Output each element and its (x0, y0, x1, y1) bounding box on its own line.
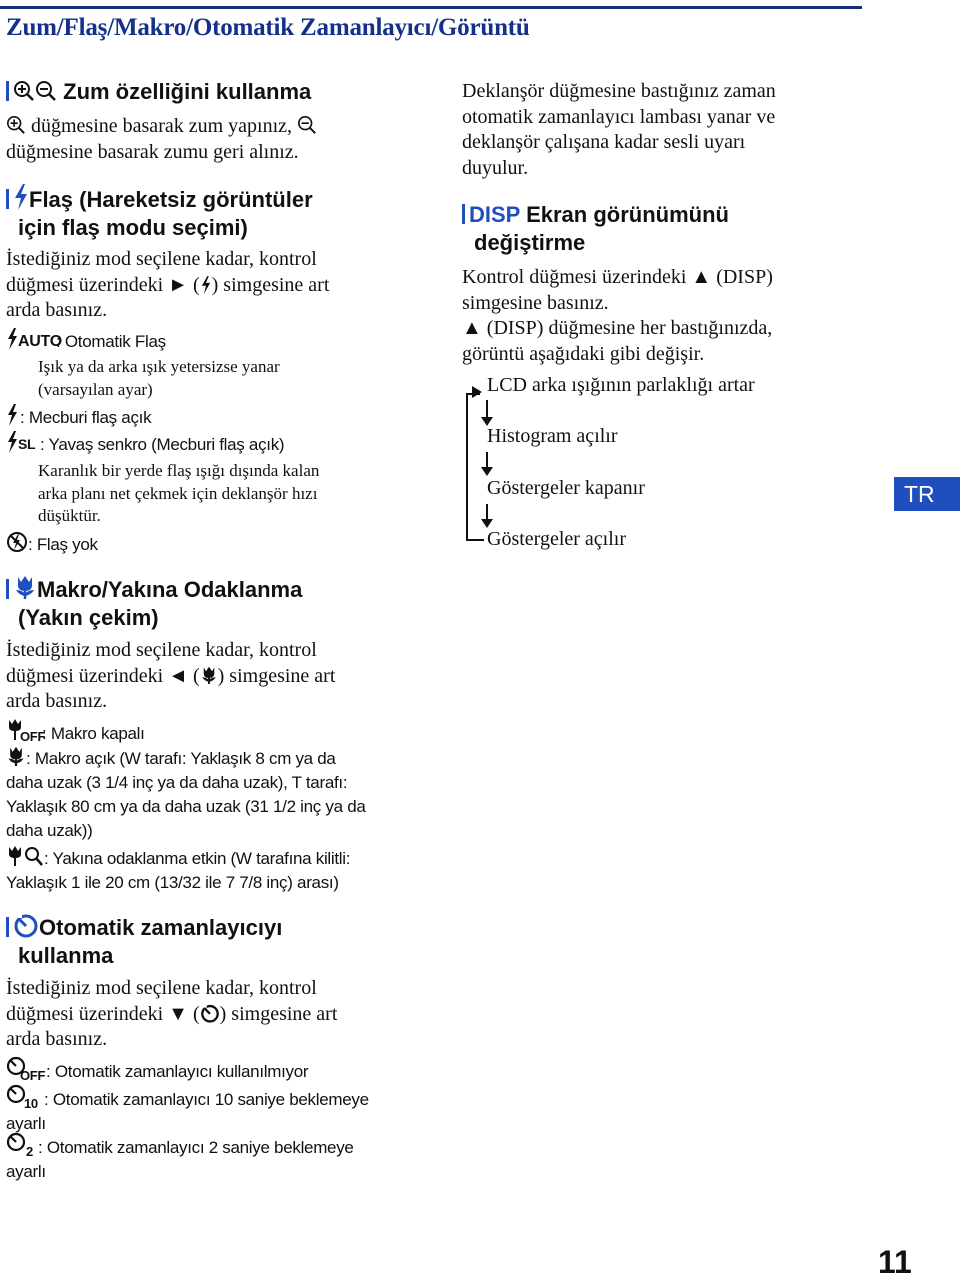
display-heading (462, 201, 729, 257)
section-bar (6, 579, 9, 599)
display-heading-text: değiştirme (474, 230, 586, 255)
timer-2-icon (6, 1132, 38, 1159)
macro-on-label: : Makro açık (W tarafı: Yaklaşık 8 cm ya da (26, 749, 336, 768)
display-body (462, 265, 773, 367)
macro-on-label: Yaklaşık 80 cm ya da daha uzak (31 1/2 inç ya da (6, 797, 366, 816)
section-bar (6, 81, 9, 101)
flash-body-line: İstediğiniz mod seçilene kadar, kontrol (6, 248, 317, 270)
timer-2-label: : Otomatik zamanlayıcı 2 saniye beklemeye (38, 1138, 354, 1157)
timer-10-label: : Otomatik zamanlayıcı 10 saniye beklemeye (44, 1090, 369, 1109)
flash-sl-icon-text: SL (18, 436, 36, 452)
flow-arrow (486, 504, 488, 520)
disp-label: DISP (469, 202, 520, 227)
flash-body (6, 247, 329, 324)
timer-off-option (6, 1056, 308, 1084)
flash-forced-label: : Mecburi flaş açık (20, 408, 152, 427)
timer-off-icon-text: OFF (20, 1068, 46, 1083)
flow-step: LCD arka ışığının parlaklığı artar (487, 374, 755, 396)
macro-body-line: arda basınız. (6, 690, 108, 712)
timer-continued-line: otomatik zamanlayıcı lambası yanar ve (462, 105, 776, 128)
flash-auto-note (38, 356, 280, 401)
flash-off-icon (6, 531, 28, 553)
flash-auto-icon (6, 328, 62, 350)
flow-step: Histogram açılır (487, 425, 618, 447)
macro-heading-text: (Yakın çekim) (18, 605, 159, 630)
title-rule (0, 6, 862, 9)
macro-body-line: ) simgesine art (217, 664, 336, 687)
flash-slow-sync-icon (6, 431, 40, 453)
page-title: Zum/Flaş/Makro/Otomatik Zamanlayıcı/Görüntü (6, 14, 530, 41)
macro-on-label: daha uzak)) (6, 821, 93, 840)
timer-body-line: İstediğiniz mod seçilene kadar, kontrol (6, 977, 317, 999)
flash-heading-text: için flaş modu seçimi) (18, 215, 248, 240)
flash-forced-option (6, 404, 151, 430)
macro-off-icon (6, 718, 46, 744)
close-focus-option (6, 845, 350, 895)
timer-continued-line: duyulur. (462, 156, 529, 179)
macro-heading (6, 574, 302, 632)
close-focus-icon (6, 845, 44, 867)
flow-loop-arrowhead (472, 386, 482, 398)
zoom-in-icon (13, 80, 35, 102)
self-timer-icon (200, 1003, 220, 1023)
zoom-heading (6, 78, 311, 106)
flash-off-option (6, 531, 98, 557)
flow-loop-line (466, 394, 468, 540)
flash-body-line: arda basınız. (6, 299, 108, 321)
flash-auto-icon-text: AUTO (18, 333, 62, 350)
zoom-body (6, 114, 317, 165)
timer-off-label: : Otomatik zamanlayıcı kullanılmıyor (46, 1062, 309, 1081)
zoom-heading-text: Zum özelliğini kullanma (63, 79, 312, 104)
macro-heading-text: Makro/Yakına Odaklanma (37, 577, 303, 602)
page-number: 11 (878, 1244, 912, 1280)
flash-auto-label: : Otomatik Flaş (56, 332, 166, 351)
flash-heading-text: Flaş (Hareketsiz görüntüler (29, 187, 313, 212)
timer-10-option (6, 1084, 369, 1136)
timer-2-label: ayarlı (6, 1162, 46, 1181)
zoom-in-icon (6, 115, 26, 135)
macro-off-label: : Makro kapalı (42, 724, 145, 743)
close-focus-label: Yaklaşık 1 ile 20 cm (13/32 ile 7 7/8 inç) arası) (6, 873, 339, 892)
macro-tulip-icon (6, 745, 26, 767)
timer-10-label: ayarlı (6, 1114, 46, 1133)
timer-10-icon-text: 10 (24, 1096, 38, 1111)
flash-auto-option (6, 328, 166, 354)
flow-arrow (486, 400, 488, 418)
macro-on-label: daha uzak (3 1/4 inç ya da daha uzak), T tarafı: (6, 773, 348, 792)
section-bar (462, 204, 465, 224)
timer-2-icon-text: 2 (26, 1144, 33, 1159)
note-line: düşüktür. (38, 506, 101, 525)
timer-body-line: arda basınız. (6, 1028, 108, 1050)
flow-loop-line (466, 539, 484, 541)
timer-10-icon (6, 1084, 44, 1111)
zoom-out-icon (35, 80, 57, 102)
flow-step: Göstergeler açılır (487, 528, 627, 550)
timer-continued (462, 79, 776, 181)
display-body-line: Kontrol düğmesi üzerindeki ▲ (DISP) (462, 266, 773, 288)
macro-body-line: düğmesi üzerindeki ◄ ( (6, 664, 200, 687)
flash-body-line: ) simgesine art (211, 273, 330, 296)
flow-step: Göstergeler kapanır (487, 477, 645, 499)
macro-tulip-icon (13, 574, 37, 600)
section-bar (6, 189, 9, 209)
macro-body-line: İstediğiniz mod seçilene kadar, kontrol (6, 639, 317, 661)
self-timer-icon (13, 912, 39, 938)
flash-heading (6, 184, 313, 242)
display-heading-text: Ekran görünümünü (526, 202, 729, 227)
zoom-out-icon (297, 115, 317, 135)
zoom-body-line: düğmesine basarak zumu geri alınız. (6, 140, 299, 163)
timer-body (6, 976, 337, 1053)
note-line: Işık ya da arka ışık yetersizse yanar (38, 357, 280, 376)
display-body-line: simgesine basınız. (462, 291, 609, 314)
close-focus-label: : Yakına odaklanma etkin (W tarafına kilitli: (44, 849, 351, 868)
macro-on-option (6, 745, 366, 843)
timer-heading-text: Otomatik zamanlayıcıyı (39, 915, 283, 940)
flash-icon (200, 276, 212, 294)
macro-tulip-icon (200, 665, 218, 685)
timer-heading (6, 912, 282, 970)
macro-off-option (6, 718, 145, 746)
zoom-body-line: düğmesine basarak zum yapınız, (31, 115, 293, 137)
flash-icon (13, 184, 29, 210)
flash-slow-note (38, 460, 319, 528)
macro-off-icon-text: OFF (20, 729, 46, 744)
display-body-line: görüntü aşağıdaki gibi değişir. (462, 342, 705, 365)
note-line: Karanlık bir yerde flaş ışığı dışında kalan (38, 461, 320, 480)
language-tab: TR (894, 477, 960, 511)
flow-arrow (486, 452, 488, 468)
flash-body-line: düğmesi üzerindeki ► ( (6, 273, 200, 296)
macro-body (6, 638, 335, 715)
display-body-line: ▲ (DISP) düğmesine her bastığınızda, (462, 317, 773, 339)
section-bar (6, 917, 9, 937)
flash-slow-label: : Yavaş senkro (Mecburi flaş açık) (40, 435, 285, 454)
timer-body-line: ) simgesine art (219, 1002, 338, 1025)
flash-icon (6, 404, 20, 426)
note-line: (varsayılan ayar) (38, 379, 153, 399)
timer-continued-line: Deklanşör düğmesine bastığınız zaman (462, 80, 776, 102)
flash-slow-option (6, 431, 284, 457)
timer-body-line: düğmesi üzerindeki ▼ ( (6, 1002, 200, 1025)
timer-heading-text: kullanma (18, 943, 114, 968)
timer-2-option (6, 1132, 354, 1184)
timer-off-icon (6, 1056, 46, 1083)
flash-off-label: : Flaş yok (28, 535, 98, 554)
timer-continued-line: deklanşör çalışana kadar sesli uyarı (462, 131, 746, 153)
note-line: arka planı net çekmek için deklanşör hızı (38, 483, 318, 503)
